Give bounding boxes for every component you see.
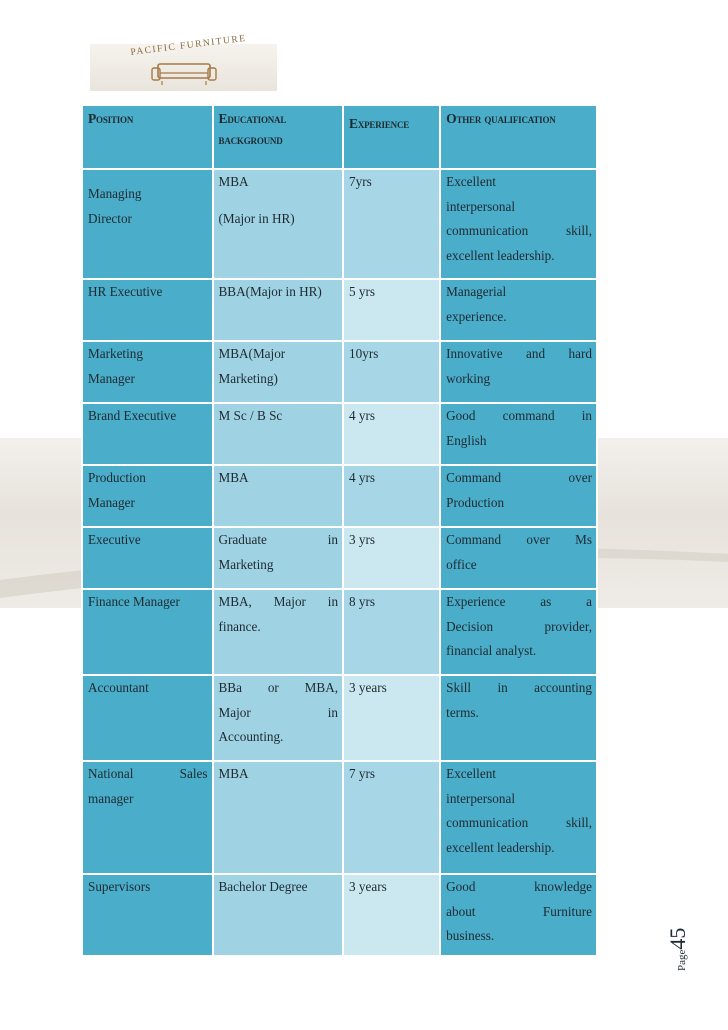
cell-other-qualification-line: Good command in [446,408,592,423]
cell-other-qualification [441,875,596,955]
company-logo [90,33,277,91]
cell-education-line: M Sc / B Sc [218,408,283,423]
page-number-value: 45 [665,927,690,950]
cell-position-line: Manager [88,370,135,386]
page-number [663,915,711,975]
cell-experience [344,404,439,464]
cell-position [83,170,212,278]
cell-other-qualification-line: Command over Ms [446,532,592,547]
page-label: Page [676,949,688,971]
table-row [83,875,596,955]
cell-other-qualification-line: business. [446,928,495,943]
cell-education-line: Bachelor Degree [218,879,308,894]
cell-position-line: Managing [88,186,142,201]
logo-text: PACIFIC FURNITURE [130,33,248,58]
cell-other-qualification-line: Production [446,494,505,510]
cell-experience [344,676,439,760]
cell-education-line: finance. [218,618,261,634]
cell-other-qualification [441,676,596,760]
cell-education [214,590,343,674]
cell-experience-line: 3 yrs [349,532,376,547]
cell-experience-line: 4 yrs [349,470,376,485]
cell-experience-line: 3 years [349,879,387,894]
cell-education [214,676,343,760]
cell-education-line: MBA, Major in [218,594,339,609]
cell-other-qualification-line: Excellent [446,766,496,781]
cell-position-line: Brand Executive [88,408,177,423]
cell-experience [344,170,439,278]
cell-experience [344,875,439,955]
cell-experience-line: 10yrs [349,346,379,361]
cell-other-qualification-line: Managerial [446,284,507,299]
table-row [83,466,596,526]
cell-education-line: (Major in HR) [218,210,295,226]
cell-other-qualification-line: Good knowledge [446,879,592,894]
cell-position [83,875,212,955]
cell-education [214,875,343,955]
cell-position-line: Production [88,470,146,485]
cell-education-line: MBA(Major [218,346,286,361]
cell-other-qualification-line: communication skill, [446,223,592,238]
cell-experience [344,280,439,340]
cell-other-qualification [441,342,596,402]
cell-position-line: HR Executive [88,284,163,299]
cell-other-qualification-line: financial analyst. [446,643,537,658]
cell-other-qualification-line: Excellent [446,174,496,189]
cell-education [214,762,343,873]
cell-other-qualification [441,528,596,588]
cell-education-line: MBA [218,470,249,485]
cell-other-qualification-line: excellent leadership. [446,839,555,855]
cell-experience [344,590,439,674]
cell-position [83,342,212,402]
cell-position [83,404,212,464]
cell-other-qualification-line: Decision provider, [446,618,592,634]
cell-experience [344,466,439,526]
cell-education [214,170,343,278]
cell-education-line: BBA(Major in HR) [218,284,322,299]
cell-other-qualification-line: Innovative and hard [446,346,592,361]
cell-experience-line: 8 yrs [349,594,376,609]
cell-education [214,280,343,340]
cell-education [214,404,343,464]
cell-education-line: Major in [218,704,339,720]
cell-other-qualification-line: interpersonal [446,790,515,806]
cell-other-qualification-line: about Furniture [446,903,592,919]
table-header-row [83,106,596,168]
cell-other-qualification-line: terms. [446,704,479,720]
cell-position [83,466,212,526]
cell-position [83,280,212,340]
cell-other-qualification-line: English [446,432,487,448]
cell-other-qualification-line: office [446,556,477,572]
cell-position [83,528,212,588]
header-other-qualification: Other qualification [441,106,596,168]
table-row [83,528,596,588]
cell-education [214,528,343,588]
header-experience: Experience [344,106,439,168]
cell-education-line: MBA [218,174,249,189]
cell-experience-line: 4 yrs [349,408,376,423]
cell-education-line: MBA [218,766,249,781]
cell-education-line: Marketing [218,556,274,572]
cell-position-line: Supervisors [88,879,151,894]
cell-other-qualification-line: working [446,370,491,386]
table-row [83,762,596,873]
cell-education [214,342,343,402]
table-row [83,404,596,464]
table-row [83,590,596,674]
header-education: Educational background [214,106,343,168]
cell-position [83,590,212,674]
cell-other-qualification [441,762,596,873]
cell-other-qualification-line: Skill in accounting [446,680,592,695]
cell-position-line: manager [88,790,134,806]
table-row [83,342,596,402]
cell-education-line: Accounting. [218,729,284,744]
cell-experience-line: 3 years [349,680,387,695]
cell-education-line: Marketing) [218,370,278,386]
cell-experience [344,528,439,588]
cell-position-line: Manager [88,494,135,510]
table-row [83,280,596,340]
cell-other-qualification-line: interpersonal [446,198,515,214]
cell-other-qualification [441,404,596,464]
cell-experience-line: 7yrs [349,174,372,189]
cell-experience-line: 7 yrs [349,766,376,781]
cell-other-qualification [441,466,596,526]
header-position: Position [83,106,212,168]
cell-position-line: National Sales [88,766,208,781]
positions-table [81,104,598,957]
cell-position-line: Director [88,210,132,226]
cell-other-qualification-line: Experience as a [446,594,592,609]
cell-other-qualification [441,280,596,340]
cell-position-line: Accountant [88,680,149,695]
table-row [83,170,596,278]
cell-education [214,466,343,526]
cell-other-qualification [441,590,596,674]
cell-position [83,676,212,760]
cell-other-qualification-line: excellent leadership. [446,247,555,263]
cell-position-line: Marketing [88,346,143,361]
cell-education-line: BBa or MBA, [218,680,339,695]
cell-position [83,762,212,873]
cell-education-line: Graduate in [218,532,339,547]
cell-other-qualification-line: Command over [446,470,592,485]
cell-position-line: Executive [88,532,141,547]
cell-position-line: Finance Manager [88,594,180,609]
cell-other-qualification-line: experience. [446,308,507,324]
cell-experience [344,342,439,402]
cell-other-qualification [441,170,596,278]
cell-other-qualification-line: communication skill, [446,815,592,830]
cell-experience [344,762,439,873]
cell-experience-line: 5 yrs [349,284,376,299]
table-row [83,676,596,760]
